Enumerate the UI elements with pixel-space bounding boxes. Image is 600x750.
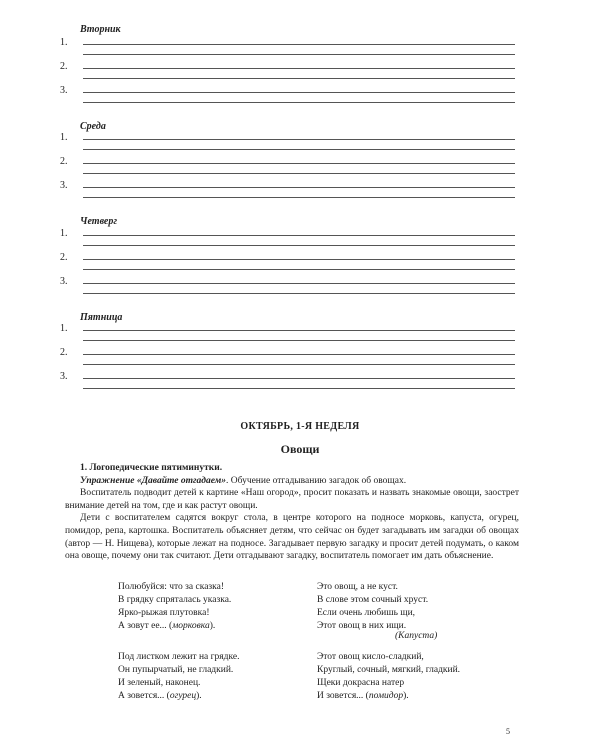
writing-line[interactable] bbox=[83, 354, 515, 355]
item-number: 1. bbox=[60, 37, 68, 48]
item-number: 3. bbox=[60, 371, 68, 382]
writing-line[interactable] bbox=[83, 235, 515, 236]
writing-line[interactable] bbox=[83, 330, 515, 331]
item-number: 2. bbox=[60, 61, 68, 72]
item-number: 3. bbox=[60, 276, 68, 287]
writing-line[interactable] bbox=[83, 173, 515, 174]
writing-line[interactable] bbox=[83, 139, 515, 140]
item-number: 2. bbox=[60, 252, 68, 263]
writing-line[interactable] bbox=[83, 283, 515, 284]
day-label-thursday: Четверг bbox=[80, 216, 118, 227]
writing-line[interactable] bbox=[83, 187, 515, 188]
writing-line[interactable] bbox=[83, 54, 515, 55]
writing-line[interactable] bbox=[83, 197, 515, 198]
writing-line[interactable] bbox=[83, 388, 515, 389]
writing-line[interactable] bbox=[83, 340, 515, 341]
writing-line[interactable] bbox=[83, 68, 515, 69]
writing-line[interactable] bbox=[83, 102, 515, 103]
page-number: 5 bbox=[506, 727, 510, 736]
writing-line[interactable] bbox=[83, 245, 515, 246]
riddle-answer: морковка bbox=[172, 621, 210, 631]
writing-line[interactable] bbox=[83, 78, 515, 79]
writing-line[interactable] bbox=[83, 44, 515, 45]
writing-line[interactable] bbox=[83, 293, 515, 294]
item-number: 1. bbox=[60, 323, 68, 334]
writing-line[interactable] bbox=[83, 259, 515, 260]
riddle-3: Под листком лежит на грядке. Он пупырчатый, не гладкий. И зеленый, наконец. А зовется... (огурец). bbox=[118, 652, 240, 701]
writing-line[interactable] bbox=[83, 92, 515, 93]
writing-line[interactable] bbox=[83, 149, 515, 150]
riddle-4: Этот овощ кисло-сладкий, Круглый, сочный, мягкий, гладкий. Щеки докрасна натер И зовется... (помидор). bbox=[317, 652, 461, 701]
riddle-answer: огурец bbox=[169, 691, 197, 701]
writing-line[interactable] bbox=[83, 269, 515, 270]
item-number: 1. bbox=[60, 228, 68, 239]
day-label-friday: Пятница bbox=[80, 312, 123, 323]
item-number: 3. bbox=[60, 180, 68, 191]
item-number: 2. bbox=[60, 347, 68, 358]
writing-line[interactable] bbox=[83, 163, 515, 164]
topic-heading: Овощи bbox=[280, 442, 320, 456]
day-label-wednesday: Среда bbox=[80, 121, 106, 132]
exercise-label: Упражнение «Давайте отгадаем» bbox=[80, 475, 226, 486]
paragraph-1: Воспитатель подводит детей к картине «Наш огород», просит показать и назвать знакомые овощи, заострет внимание детей на том, где и как растут овощи. bbox=[65, 488, 519, 511]
item-heading: 1. Логопедические пятиминутки. bbox=[80, 463, 223, 473]
riddle-2: Это овощ, а не куст. В слове этом сочный хруст. Если очень любишь щи, Этот овощ в них ищи. bbox=[317, 582, 429, 631]
writing-line[interactable] bbox=[83, 378, 515, 379]
item-number: 2. bbox=[60, 156, 68, 167]
lesson-body bbox=[65, 462, 519, 563]
item-number: 1. bbox=[60, 132, 68, 143]
riddle-answer: помидор bbox=[368, 691, 404, 701]
riddle-1: Полюбуйся: что за сказка! В грядку спряталась указка. Ярко-рыжая плутовка! А зовут ее... (морковка). bbox=[118, 582, 232, 631]
item-number: 3. bbox=[60, 85, 68, 96]
writing-line[interactable] bbox=[83, 364, 515, 365]
exercise-line bbox=[65, 475, 519, 488]
exercise-text: . Обучение отгадыванию загадок об овощах. bbox=[225, 475, 407, 486]
riddle-answer: (Капуста) bbox=[395, 631, 438, 641]
week-heading: ОКТЯБРЬ, 1-Я НЕДЕЛЯ bbox=[240, 421, 360, 432]
day-label-tuesday: Вторник bbox=[80, 24, 121, 35]
paragraph-2: Дети с воспитателем садятся вокруг стола, в центре которого на подносе морковь, капуста, огурец, помидор, репа, картошка. Воспитатель объясняет детям, что сейчас он будет загадывать им загадки об овощах (автор — Н. Нищева), которые лежат на подносе. Загадывает первую загадку и просит детей подумать, о каком она овоще, почему они так считают. Дети отгадывают загадку, воспитатель помогает им дать объяснение. bbox=[65, 513, 519, 562]
